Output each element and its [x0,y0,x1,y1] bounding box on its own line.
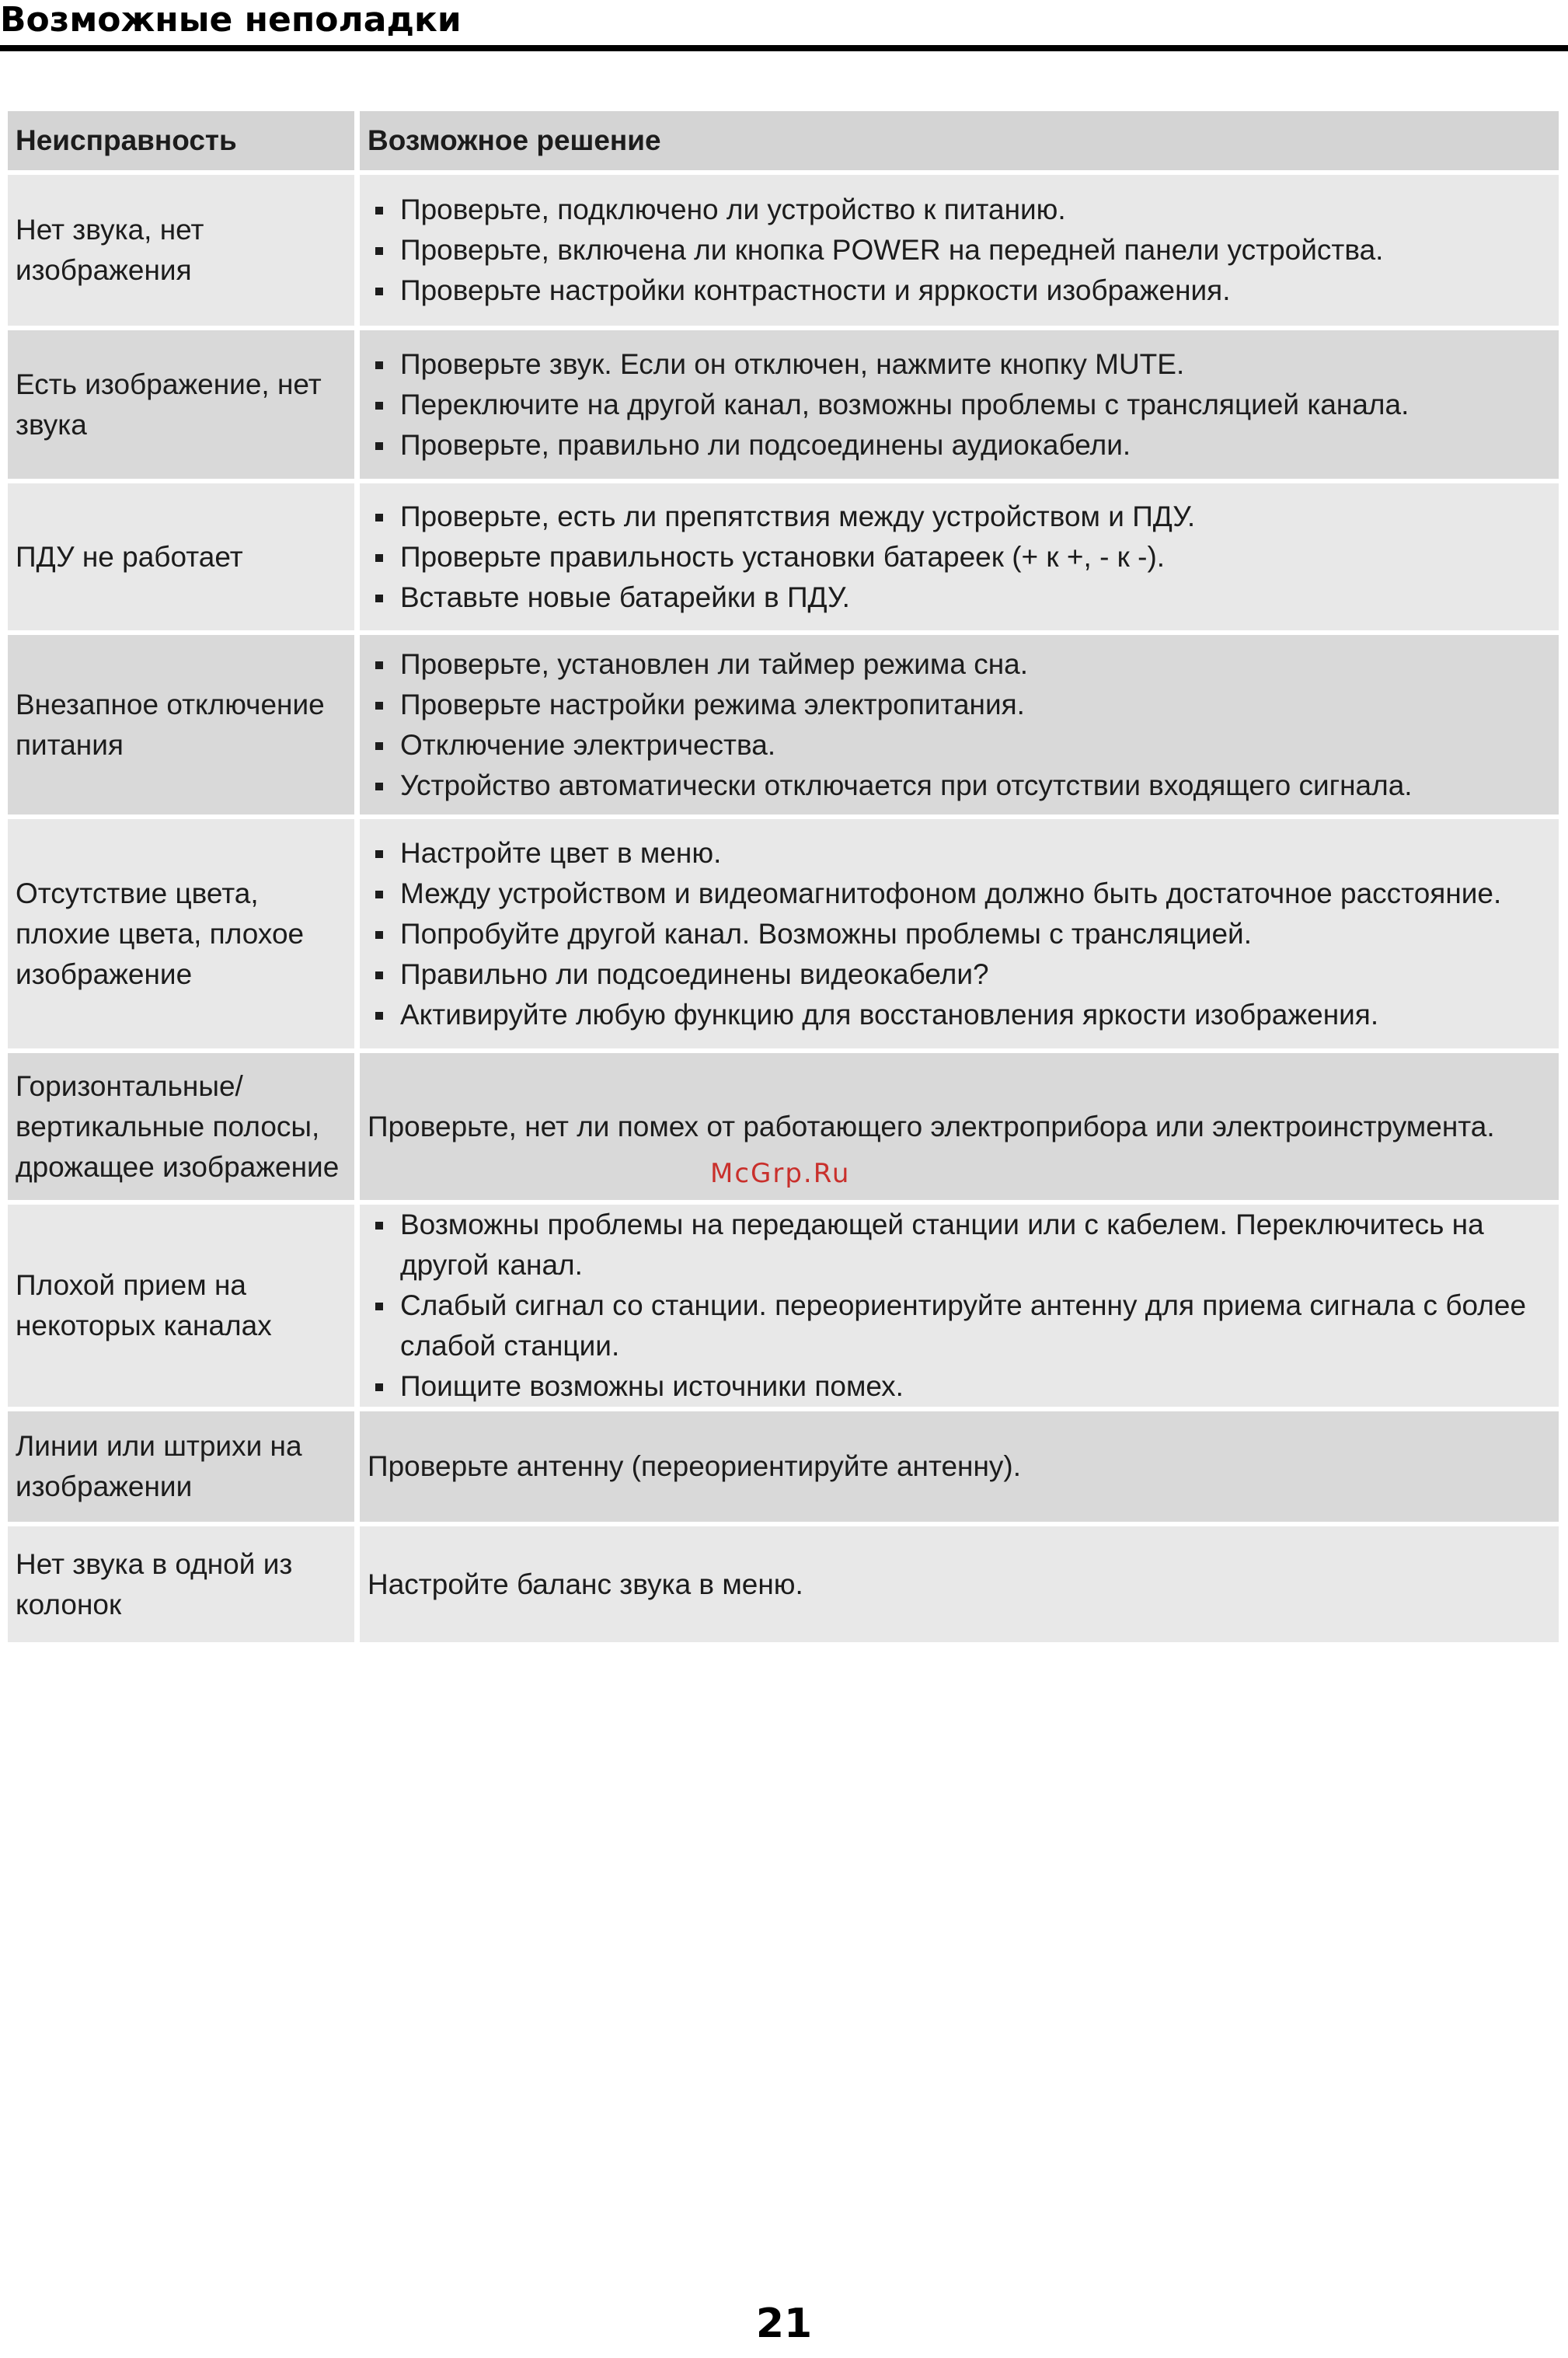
table-row [8,1205,1559,1411]
solution-cell: Проверьте, нет ли помех от работающего электроприбора или электроинструмента. [360,1053,1559,1205]
solution-item: Проверьте звук. Если он отключен, нажмите кнопку MUTE. [368,344,1559,385]
solution-cell [360,483,1559,635]
solution-item: Проверьте, правильно ли подсоединены аудиокабели. [368,425,1559,466]
problem-cell: Линии или штрихи на изображении [8,1411,360,1526]
solution-item: Проверьте, есть ли препятствия между устройством и ПДУ. [368,497,1559,537]
table-header-row [8,111,1559,175]
solution-item: Устройство автоматически отключается при отсутствии входящего сигнала. [368,766,1559,806]
table-row [8,175,1559,330]
solution-item: Отключение электричества. [368,725,1559,766]
solution-cell: Настройте баланс звука в меню. [360,1526,1559,1647]
problem-cell: Горизонтальные/вертикальные полосы, дрожащее изображение [8,1053,360,1205]
solution-item: Проверьте правильность установки батареек (+ к +, - к -). [368,537,1559,577]
solution-cell [360,635,1559,819]
problem-cell: Плохой прием на некоторых каналах [8,1205,360,1411]
header-solution: Возможное решение [360,111,1559,175]
solution-item: Проверьте настройки контрастности и ярркости изображения. [368,270,1559,311]
solution-item: Проверьте, подключено ли устройство к питанию. [368,190,1559,230]
solution-item: Проверьте, включена ли кнопка POWER на передней панели устройства. [368,230,1559,270]
solution-item: Попробуйте другой канал. Возможны проблемы с трансляцией. [368,914,1559,954]
solution-item: Настройте цвет в меню. [368,833,1559,874]
page-title: Возможные неполадки [0,0,462,40]
solution-item: Слабый сигнал со станции. переориентируйте антенну для приема сигнала с более слабой станции. [368,1285,1559,1366]
solution-item: Поищите возможны источники помех. [368,1366,1559,1407]
problem-cell: Нет звука в одной из колонок [8,1526,360,1647]
solution-cell [360,1205,1559,1411]
solution-cell [360,819,1559,1053]
table-row [8,1411,1559,1526]
solution-cell [360,330,1559,483]
solution-item: Правильно ли подсоединены видеокабели? [368,954,1559,995]
title-rule [0,45,1568,51]
table-row [8,819,1559,1053]
solution-cell: Проверьте антенну (переориентируйте антенну). [360,1411,1559,1526]
table-row [8,330,1559,483]
problem-cell: ПДУ не работает [8,483,360,635]
problem-cell: Нет звука, нет изображения [8,175,360,330]
troubleshooting-table [8,111,1559,1647]
problem-cell: Есть изображение, нет звука [8,330,360,483]
solution-item: Возможны проблемы на передающей станции или с кабелем. Переключитесь на другой канал. [368,1205,1559,1285]
solution-item: Вставьте новые батарейки в ПДУ. [368,577,1559,618]
solution-item: Между устройством и видеомагнитофоном должно быть достаточное расстояние. [368,874,1559,914]
table-row [8,1526,1559,1647]
problem-cell: Отсутствие цвета, плохие цвета, плохое изображение [8,819,360,1053]
header-problem: Неисправность [8,111,360,175]
page-number: 21 [755,2300,813,2347]
watermark: McGrp.Ru [710,1158,851,1189]
table-row [8,483,1559,635]
solution-item: Проверьте, установлен ли таймер режима сна. [368,644,1559,685]
solution-item: Активируйте любую функцию для восстановления яркости изображения. [368,995,1559,1035]
problem-cell: Внезапное отключение питания [8,635,360,819]
table-row [8,635,1559,819]
solution-item: Переключите на другой канал, возможны проблемы с трансляцией канала. [368,385,1559,425]
solution-cell [360,175,1559,330]
solution-item: Проверьте настройки режима электропитания. [368,685,1559,725]
